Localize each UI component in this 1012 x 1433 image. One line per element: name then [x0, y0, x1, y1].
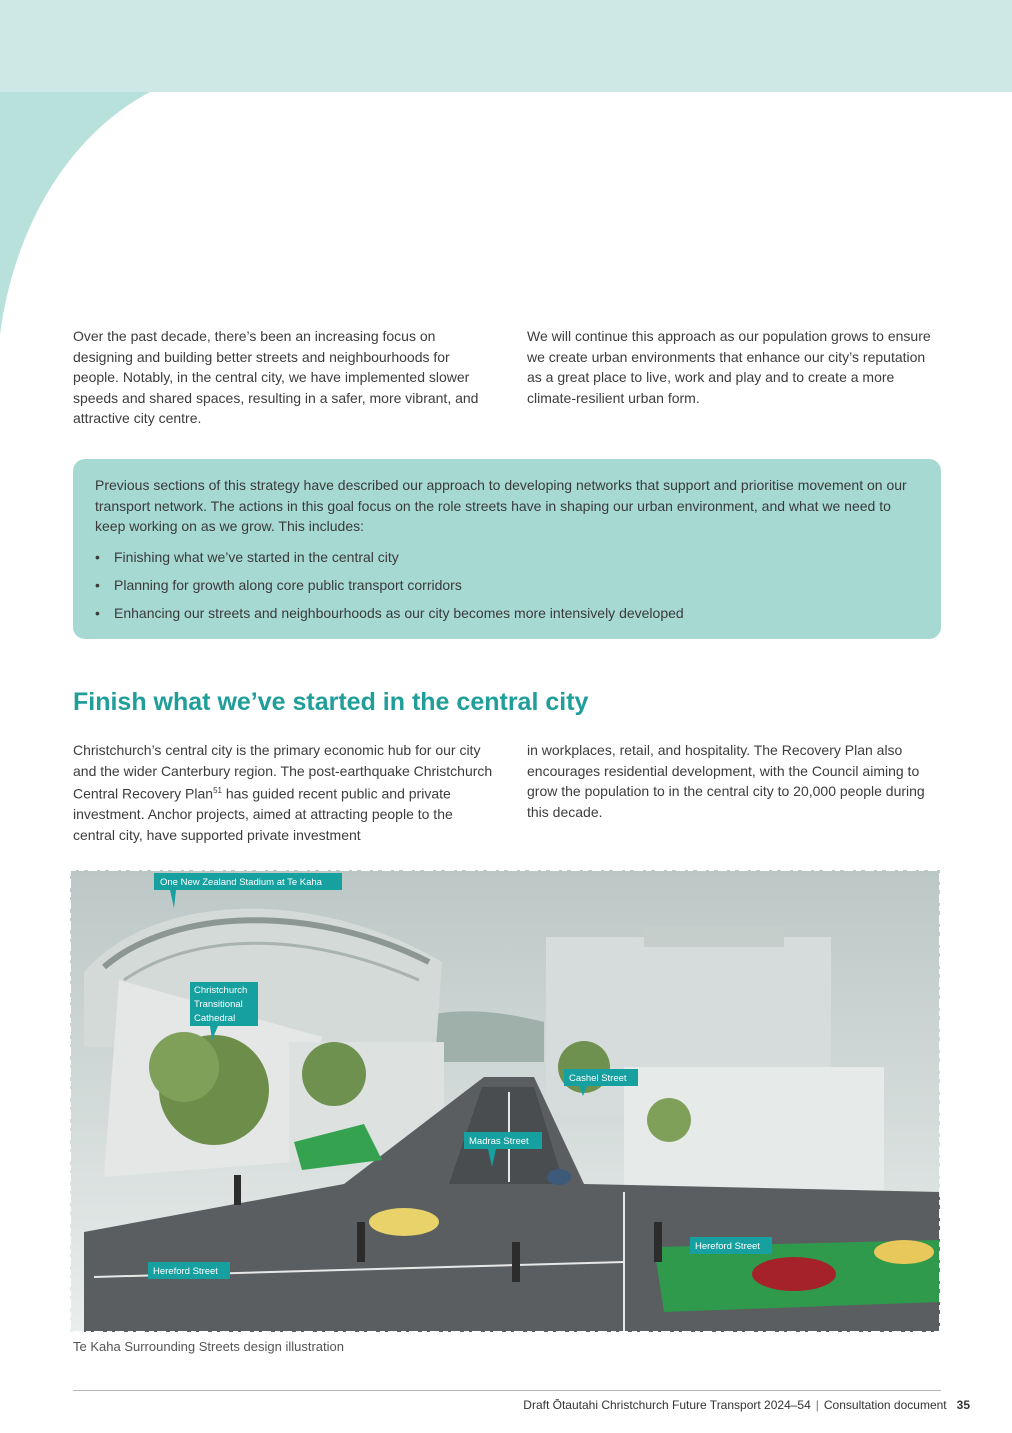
footer-separator: |: [815, 1398, 819, 1412]
list-item: • Planning for growth along core public transport corridors: [95, 571, 917, 599]
intro-paragraph-left: Over the past decade, there’s been an increasing focus on designing and building better streets and neighbourhoods for people. Notably, in the central city, we have implemented slower speeds and shared spaces, resulting in a safer, more vibrant, and attractive city centre.: [73, 328, 479, 426]
svg-text:Madras Street: Madras Street: [469, 1136, 529, 1147]
bullet-icon: •: [95, 548, 100, 565]
list-item: • Enhancing our streets and neighbourhoods as our city becomes more intensively developed: [95, 599, 917, 627]
callout-box: [73, 459, 941, 639]
svg-text:Transitional: Transitional: [194, 999, 243, 1010]
footnote-ref: 51: [213, 786, 222, 795]
street-design-illustration: [64, 862, 946, 1340]
intro-paragraph-right: We will continue this approach as our population grows to ensure we create urban environments that enhance our city’s reputation as a great place to live, work and play and to create a more climate-resilient urban form.: [527, 328, 931, 406]
svg-text:Cashel Street: Cashel Street: [569, 1073, 627, 1084]
page-footer: [523, 1398, 970, 1412]
figure-caption: Te Kaha Surrounding Streets design illustration: [73, 1339, 344, 1354]
footer-rule: [73, 1390, 941, 1391]
body-paragraph-left: Christchurch’s central city is the primary economic hub for our city and the wider Canterbury region. The post-earthquake Christchurch Central Recovery Plan$^{51}$ has guided recent public and private investment. Anchor projects, aimed at attracting people to the central city, have supported private investment: [73, 742, 493, 843]
list-item: • Finishing what we’ve started in the central city: [95, 543, 917, 571]
svg-text:Cathedral: Cathedral: [194, 1013, 236, 1024]
page-number: 35: [956, 1398, 970, 1412]
document-type: Consultation document: [823, 1398, 947, 1412]
svg-text:Hereford Street: Hereford Street: [153, 1266, 218, 1277]
document-title: Draft Ōtautahi Christchurch Future Transport 2024–54: [523, 1398, 811, 1412]
bullet-icon: •: [95, 604, 100, 621]
label-hereford-street-right: [690, 1237, 772, 1254]
label-hereford-street-left: [148, 1262, 230, 1279]
callout-list: [95, 543, 917, 627]
callout-text: Previous sections of this strategy have described our approach to developing networks that support and prioritise movement on our transport network. The actions in this goal focus on the role streets have in shaping our urban environment, and what we need to keep working on as we grow. This includes:: [95, 477, 907, 534]
section-heading: Finish what we’ve started in the central city: [73, 688, 589, 716]
svg-text:Christchurch: Christchurch: [194, 985, 248, 996]
svg-text:One New Zealand Stadium at Te: One New Zealand Stadium at Te Kaha: [160, 877, 322, 888]
svg-text:Hereford Street: Hereford Street: [695, 1241, 760, 1252]
bullet-icon: •: [95, 576, 100, 593]
body-paragraph-right: in workplaces, retail, and hospitality. The Recovery Plan also encourages residential development, with the Council aiming to grow the population to in the central city to 20,000 people during this decade.: [527, 742, 925, 820]
header-band: [0, 0, 1012, 360]
